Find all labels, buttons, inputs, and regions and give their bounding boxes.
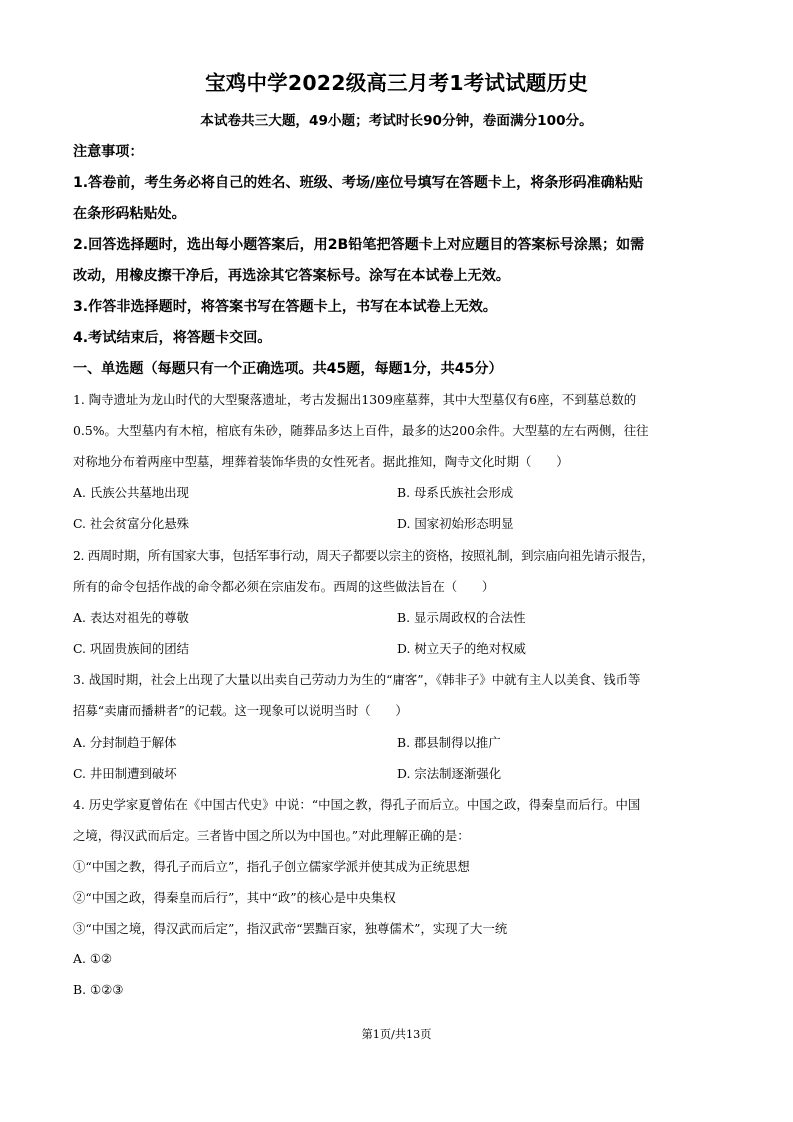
question-1-stem: 对称地分布着两座中型墓，埋葬着装饰华贵的女性死者。据此推知，陶寺文化时期（ ） (73, 454, 569, 469)
question-4-stem: 之境，得汉武而后定。三者皆中国之所以为中国也。”对此理解正确的是： (73, 828, 470, 843)
notice-line: 改动，用橡皮擦干净后，再选涂其它答案标号。涂写在本试卷上无效。 (73, 268, 510, 284)
question-2-option-c: C. 巩固贵族间的团结 (73, 641, 190, 656)
notice-line: 2.回答选择题时，选出每小题答案后，用2B铅笔把答题卡上对应题目的答案标号涂黑；如需 (73, 237, 645, 253)
question-3-stem: 3. 战国时期，社会上出现了大量以出卖自己劳动力为生的“庸客”，《韩非子》中就有主人以美食、钱币等 (73, 672, 641, 687)
question-1-option-d: D. 国家初始形态明显 (397, 516, 514, 531)
page-footer: 第1页/共13页 (361, 1028, 432, 1041)
question-3-option-c: C. 井田制遭到破坏 (73, 766, 177, 781)
question-3-option-a: A. 分封制趋于解体 (73, 735, 177, 750)
notice-line: 在条形码粘贴处。 (73, 206, 186, 222)
question-2-option-b: B. 显示周政权的合法性 (397, 610, 526, 625)
question-3-option-b: B. 郡县制得以推广 (397, 735, 501, 750)
question-2-option-d: D. 树立天子的绝对权威 (397, 641, 526, 656)
question-1-option-a: A. 氏族公共墓地出现 (73, 485, 189, 500)
question-4-option-a: A. ①② (73, 951, 113, 966)
question-4-statement: ②“中国之政，得秦皇而后行”，其中“政”的核心是中央集权 (73, 890, 396, 905)
question-1-stem: 1. 陶寺遗址为龙山时代的大型聚落遗址，考古发掘出1309座墓葬，其中大型墓仅有6座，不到墓总数的 (73, 392, 637, 407)
question-1-stem: 0.5%。大型墓内有木棺，棺底有朱砂，随葬品多达上百件，最多的达200余件。大型墓的左右两侧，往往 (73, 423, 649, 438)
question-4-statement: ③“中国之境，得汉武而后定”，指汉武帝“罢黜百家，独尊儒术”，实现了大一统 (73, 921, 508, 936)
notice-line: 1.答卷前，考生务必将自己的姓名、班级、考场/座位号填写在答题卡上，将条形码准确粘贴 (73, 175, 643, 191)
question-4-statement: ①“中国之教，得孔子而后立”，指孔子创立儒家学派并使其成为正统思想 (73, 859, 470, 874)
question-4-option-b: B. ①②③ (73, 982, 124, 997)
notice-heading: 注意事项： (73, 144, 144, 160)
question-2-stem: 2. 西周时期，所有国家大事，包括军事行动，周天子都要以宗主的资格，按照礼制，到宗庙向祖先请示报告， (73, 548, 654, 563)
question-1-option-b: B. 母系氏族社会形成 (397, 485, 514, 500)
section-heading: 一、单选题（每题只有一个正确选项。共45题，每题1分，共45分） (73, 361, 503, 377)
question-3-stem: 招募“卖庸而播耕者”的记载。这一现象可以说明当时（ ） (73, 703, 408, 718)
question-2-stem: 所有的命令包括作战的命令都必须在宗庙发布。西周的这些做法旨在（ ） (73, 579, 495, 594)
exam-subtitle: 本试卷共三大题，49小题；考试时长90分钟，卷面满分100分。 (200, 113, 593, 129)
notice-line: 3.作答非选择题时，将答案书写在答题卡上，书写在本试卷上无效。 (73, 299, 497, 315)
question-3-option-d: D. 宗法制逐渐强化 (397, 766, 502, 781)
question-4-stem: 4. 历史学家夏曾佑在《中国古代史》中说：“中国之教，得孔子而后立。中国之政，得秦皇而后行。中国 (73, 797, 641, 812)
notice-line: 4.考试结束后，将答题卡交回。 (73, 330, 272, 346)
exam-title: 宝鸡中学2022级高三月考1考试试题历史 (205, 71, 588, 95)
question-2-option-a: A. 表达对祖先的尊敬 (73, 610, 189, 625)
question-1-option-c: C. 社会贫富分化悬殊 (73, 516, 190, 531)
